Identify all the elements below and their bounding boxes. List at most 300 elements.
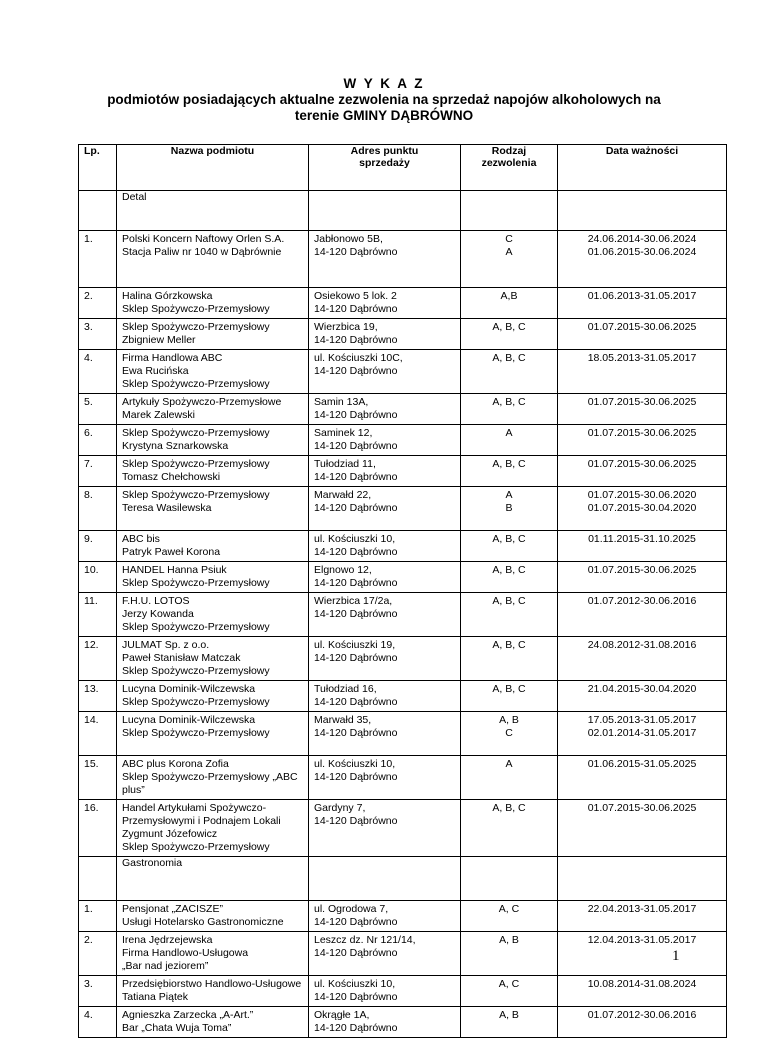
address-line: Gardyny 7,: [314, 802, 366, 814]
name-line: Ewa Rucińska: [122, 365, 189, 377]
name-line: Sklep Spożywczo-Przemysłowy: [122, 458, 270, 470]
name-line: Tatiana Piątek: [122, 991, 188, 1003]
address-line: 14-120 Dąbrówno: [314, 608, 398, 620]
name-line: [122, 259, 303, 272]
validity-cell: [558, 976, 727, 1007]
name-line: Sklep Spożywczo-Przemysłowy: [122, 427, 270, 439]
validity-cell: [558, 932, 727, 976]
address-cell: [309, 756, 461, 800]
validity-cell: [558, 901, 727, 932]
validity-line: 01.07.2015-30.06.2025: [587, 458, 697, 470]
validity-cell: [558, 350, 727, 394]
address-line: Wierzbica 19,: [314, 321, 378, 333]
table-row: [79, 425, 727, 456]
name-line: Sklep Spożywczo-Przemysłowy „ABC: [122, 771, 298, 783]
address-line: ul. Kościuszki 10,: [314, 978, 396, 990]
name-line: Irena Jędrzejewska: [122, 934, 213, 946]
name-line: JULMAT Sp. z o.o.: [122, 639, 210, 651]
validity-cell: [558, 637, 727, 681]
address-line: ul. Kościuszki 10,: [314, 758, 396, 770]
table-row: [79, 976, 727, 1007]
name-line: Jerzy Kowanda: [122, 608, 194, 620]
validity-line: 01.11.2015-31.10.2025: [588, 533, 696, 545]
header-address: [309, 145, 461, 191]
lp-cell: 2.: [79, 288, 117, 319]
validity-cell: [558, 593, 727, 637]
validity-line: [563, 365, 721, 378]
validity-line: [563, 378, 721, 391]
name-cell: [117, 976, 309, 1007]
table-row: [79, 712, 727, 756]
type-cell: [461, 562, 558, 593]
name-cell: [117, 932, 309, 976]
name-cell: [117, 288, 309, 319]
name-line: Firma Handlowa ABC: [122, 352, 223, 364]
type-line: [466, 409, 552, 422]
name-line: Halina Górzkowska: [122, 290, 213, 302]
address-line: Wierzbica 17/2a,: [314, 595, 393, 607]
address-line: 14-120 Dąbrówno: [314, 727, 398, 739]
name-line: F.H.U. LOTOS: [122, 595, 190, 607]
name-line: Sklep Spożywczo-Przemysłowy: [122, 378, 270, 390]
validity-cell: [558, 756, 727, 800]
name-line: Sklep Spożywczo-Przemysłowy: [122, 577, 270, 589]
address-line: Okrągłe 1A,: [314, 1009, 370, 1021]
name-line: Sklep Spożywczo-Przemysłowy: [122, 489, 270, 501]
type-line: [466, 440, 552, 453]
address-line: [314, 740, 455, 753]
table-row: [79, 456, 727, 487]
type-cell: [461, 712, 558, 756]
type-cell: [461, 456, 558, 487]
header-lp: Lp.: [79, 145, 117, 191]
address-line: [314, 960, 455, 973]
validity-cell: [558, 562, 727, 593]
type-line: [466, 303, 552, 316]
title-line-3: terenie GMINY DĄBRÓWNO: [294, 108, 474, 123]
validity-cell: [558, 231, 727, 288]
name-line: Usługi Hotelarsko Gastronomiczne: [122, 916, 284, 928]
validity-line: 17.05.2013-31.05.2017: [587, 714, 697, 726]
type-cell: [461, 932, 558, 976]
address-line: [314, 828, 455, 841]
name-line: Firma Handlowo-Usługowa: [122, 947, 249, 959]
type-cell: [461, 593, 558, 637]
lp-cell: 4.: [79, 350, 117, 394]
address-line: 14-120 Dąbrówno: [314, 409, 398, 421]
section-cell: [461, 857, 558, 901]
lp-cell: 1.: [79, 901, 117, 932]
validity-line: 21.04.2015-30.04.2020: [587, 683, 697, 695]
type-line: [466, 665, 552, 678]
validity-line: [563, 621, 721, 634]
type-line: [466, 696, 552, 709]
type-line: [466, 471, 552, 484]
address-line: Jabłonowo 5B,: [314, 233, 383, 245]
validity-cell: [558, 319, 727, 350]
validity-line: [563, 784, 721, 797]
table-row: [79, 394, 727, 425]
name-line: Patryk Paweł Korona: [122, 546, 221, 558]
table-row: [79, 231, 727, 288]
section-row-detal: [79, 191, 727, 231]
validity-line: 01.07.2015-30.06.2025: [587, 427, 697, 439]
address-line: [314, 665, 455, 678]
validity-line: 01.06.2015-30.06.2024: [587, 246, 697, 258]
address-line: ul. Ogrodowa 7,: [314, 903, 389, 915]
type-line: A: [505, 758, 513, 770]
table-row: [79, 562, 727, 593]
table-row: [79, 531, 727, 562]
name-line: Przedsiębiorstwo Handlowo-Usługowe: [122, 978, 302, 990]
name-cell: [117, 562, 309, 593]
type-line: C: [505, 233, 513, 245]
lp-cell: 5.: [79, 394, 117, 425]
validity-cell: [558, 800, 727, 857]
validity-line: [563, 740, 721, 753]
name-line: ABC bis: [122, 533, 160, 545]
validity-line: [563, 841, 721, 854]
address-cell: [309, 712, 461, 756]
address-line: Osiekowo 5 lok. 2: [314, 290, 397, 302]
name-line: Marek Zalewski: [122, 409, 195, 421]
name-line: Bar „Chata Wuja Toma”: [122, 1022, 232, 1034]
type-line: A, B: [499, 934, 519, 946]
address-cell: [309, 901, 461, 932]
validity-line: [563, 815, 721, 828]
validity-line: [563, 409, 721, 422]
lp-cell: 2.: [79, 932, 117, 976]
type-cell: [461, 350, 558, 394]
address-line: [314, 784, 455, 797]
address-line: 14-120 Dąbrówno: [314, 577, 398, 589]
validity-line: 02.01.2014-31.05.2017: [587, 727, 697, 739]
type-line: A, B, C: [492, 802, 526, 814]
lp-cell: 6.: [79, 425, 117, 456]
validity-line: 10.08.2014-31.08.2024: [587, 978, 697, 990]
type-cell: [461, 681, 558, 712]
title-line-1: W Y K A Z: [343, 76, 425, 91]
name-line: Lucyna Dominik-Wilczewska: [122, 714, 256, 726]
name-line: Handel Artykułami Spożywczo-: [122, 802, 267, 814]
validity-line: 24.06.2014-30.06.2024: [587, 233, 697, 245]
name-cell: [117, 487, 309, 531]
type-cell: [461, 425, 558, 456]
validity-line: [563, 608, 721, 621]
address-line: ul. Kościuszki 10,: [314, 533, 396, 545]
address-cell: [309, 932, 461, 976]
validity-line: 24.08.2012-31.08.2016: [587, 639, 697, 651]
type-line: [466, 960, 552, 973]
name-line: Przemysłowymi i Podnajem Lokali: [122, 815, 281, 827]
validity-line: [563, 259, 721, 272]
address-cell: [309, 531, 461, 562]
table-row: [79, 487, 727, 531]
section-gastronomia-label: Gastronomia: [117, 857, 309, 901]
address-cell: [309, 976, 461, 1007]
address-line: 14-120 Dąbrówno: [314, 1022, 398, 1034]
table-row: [79, 756, 727, 800]
type-line: [466, 365, 552, 378]
name-line: Polski Koncern Naftowy Orlen S.A.: [122, 233, 285, 245]
address-cell: [309, 1007, 461, 1038]
type-cell: [461, 487, 558, 531]
address-cell: [309, 637, 461, 681]
validity-cell: [558, 531, 727, 562]
address-cell: [309, 231, 461, 288]
lp-cell: 16.: [79, 800, 117, 857]
address-line: 14-120 Dąbrówno: [314, 652, 398, 664]
name-line: Tomasz Chełchowski: [122, 471, 221, 483]
type-line: [466, 771, 552, 784]
name-cell: [117, 901, 309, 932]
section-cell: [309, 191, 461, 231]
type-line: [466, 916, 552, 929]
lp-cell: 14.: [79, 712, 117, 756]
validity-line: 01.07.2012-30.06.2016: [587, 595, 697, 607]
validity-line: [563, 665, 721, 678]
validity-line: [563, 1022, 721, 1035]
name-line: Lucyna Dominik-Wilczewska: [122, 683, 256, 695]
name-cell: [117, 350, 309, 394]
type-line: [466, 828, 552, 841]
type-line: [466, 740, 552, 753]
type-line: [466, 378, 552, 391]
address-line: 14-120 Dąbrówno: [314, 696, 398, 708]
address-line: 14-120 Dąbrówno: [314, 440, 398, 452]
name-cell: [117, 425, 309, 456]
type-line: [466, 546, 552, 559]
lp-cell: 10.: [79, 562, 117, 593]
address-line: [314, 841, 455, 854]
name-line: [122, 272, 303, 285]
validity-line: 01.07.2015-30.06.2025: [587, 321, 697, 333]
section-detal-label: Detal: [117, 191, 309, 231]
name-line: „Bar nad jeziorem”: [122, 960, 209, 972]
name-line: [122, 515, 303, 528]
name-cell: [117, 531, 309, 562]
validity-cell: [558, 681, 727, 712]
type-line: A, B, C: [492, 533, 526, 545]
validity-line: 01.07.2012-30.06.2016: [587, 1009, 697, 1021]
header-type-line2: zezwolenia: [481, 157, 537, 169]
address-line: [314, 621, 455, 634]
address-cell: [309, 487, 461, 531]
address-cell: [309, 425, 461, 456]
address-line: 14-120 Dąbrówno: [314, 991, 398, 1003]
type-cell: [461, 800, 558, 857]
table-row: [79, 593, 727, 637]
table-row: [79, 350, 727, 394]
address-line: 14-120 Dąbrówno: [314, 502, 398, 514]
address-line: 14-120 Dąbrówno: [314, 365, 398, 377]
address-cell: [309, 681, 461, 712]
name-cell: [117, 231, 309, 288]
validity-line: 18.05.2013-31.05.2017: [587, 352, 697, 364]
type-line: [466, 515, 552, 528]
lp-cell: 9.: [79, 531, 117, 562]
lp-cell: 12.: [79, 637, 117, 681]
type-line: A, C: [498, 903, 520, 915]
type-cell: [461, 319, 558, 350]
validity-line: [563, 652, 721, 665]
type-cell: [461, 1007, 558, 1038]
type-line: C: [505, 727, 513, 739]
validity-line: 01.07.2015-30.06.2025: [587, 396, 697, 408]
name-cell: [117, 319, 309, 350]
type-line: [466, 334, 552, 347]
section-lp-cell: [79, 857, 117, 901]
section-cell: [309, 857, 461, 901]
validity-line: [563, 515, 721, 528]
type-cell: [461, 901, 558, 932]
type-line: A, B, C: [492, 683, 526, 695]
address-line: Saminek 12,: [314, 427, 373, 439]
type-line: A,B: [500, 290, 518, 302]
address-line: Samin 13A,: [314, 396, 369, 408]
validity-line: 01.07.2015-30.06.2020: [587, 489, 697, 501]
type-line: A: [505, 246, 513, 258]
type-line: A, B, C: [492, 321, 526, 333]
validity-line: [563, 577, 721, 590]
lp-cell: 13.: [79, 681, 117, 712]
address-line: Elgnowo 12,: [314, 564, 372, 576]
name-line: [122, 740, 303, 753]
validity-cell: [558, 712, 727, 756]
name-line: Krystyna Sznarkowska: [122, 440, 229, 452]
name-cell: [117, 681, 309, 712]
lp-cell: 15.: [79, 756, 117, 800]
title-line-2: podmiotów posiadających aktualne zezwolenia na sprzedaż napojów alkoholowych na: [107, 92, 661, 107]
type-line: [466, 577, 552, 590]
type-line: A: [505, 489, 513, 501]
address-cell: [309, 456, 461, 487]
lp-cell: 3.: [79, 976, 117, 1007]
table-row: [79, 800, 727, 857]
name-line: Agnieszka Zarzecka „A-Art.”: [122, 1009, 254, 1021]
name-line: Stacja Paliw nr 1040 w Dąbrównie: [122, 246, 282, 258]
table-header-row: [79, 145, 727, 191]
address-line: Tułodziad 16,: [314, 683, 377, 695]
address-cell: [309, 319, 461, 350]
validity-line: [563, 272, 721, 285]
address-cell: [309, 394, 461, 425]
validity-line: [563, 991, 721, 1004]
address-line: [314, 259, 455, 272]
validity-line: [563, 947, 721, 960]
name-line: Pensjonat „ZACISZE”: [122, 903, 223, 915]
address-line: Leszcz dz. Nr 121/14,: [314, 934, 416, 946]
page-number: 1: [672, 948, 680, 964]
type-line: A, C: [498, 978, 520, 990]
name-cell: [117, 756, 309, 800]
address-cell: [309, 562, 461, 593]
type-line: A, B, C: [492, 595, 526, 607]
name-cell: [117, 593, 309, 637]
name-line: Sklep Spożywczo-Przemysłowy: [122, 665, 270, 677]
validity-cell: [558, 456, 727, 487]
name-line: Sklep Spożywczo-Przemysłowy: [122, 696, 270, 708]
section-cell: [461, 191, 558, 231]
type-line: [466, 991, 552, 1004]
validity-cell: [558, 288, 727, 319]
validity-line: [563, 471, 721, 484]
name-line: HANDEL Hanna Psiuk: [122, 564, 227, 576]
address-line: [314, 515, 455, 528]
address-line: 14-120 Dąbrówno: [314, 471, 398, 483]
validity-cell: [558, 425, 727, 456]
type-line: [466, 947, 552, 960]
validity-cell: [558, 1007, 727, 1038]
section-cell: [558, 857, 727, 901]
address-line: Tułodziad 11,: [314, 458, 376, 470]
name-line: Paweł Stanisław Matczak: [122, 652, 241, 664]
table-row: [79, 681, 727, 712]
header-type-line1: Rodzaj: [491, 145, 527, 157]
table-row: [79, 1007, 727, 1038]
type-line: [466, 815, 552, 828]
type-cell: [461, 394, 558, 425]
address-line: ul. Kościuszki 19,: [314, 639, 396, 651]
validity-line: 01.07.2015-30.06.2025: [587, 802, 697, 814]
name-line: plus”: [122, 784, 145, 796]
type-cell: [461, 231, 558, 288]
address-line: [314, 378, 455, 391]
validity-line: 01.07.2015-30.04.2020: [587, 502, 697, 514]
type-line: [466, 608, 552, 621]
name-cell: [117, 1007, 309, 1038]
lp-cell: 7.: [79, 456, 117, 487]
validity-line: [563, 828, 721, 841]
type-line: B: [505, 502, 513, 514]
header-validity: Data ważności: [558, 145, 727, 191]
type-line: [466, 784, 552, 797]
header-address-line2: sprzedaży: [359, 157, 410, 169]
address-line: 14-120 Dąbrówno: [314, 916, 398, 928]
address-line: 14-120 Dąbrówno: [314, 546, 398, 558]
name-line: Zbigniew Meller: [122, 334, 196, 346]
validity-line: 22.04.2013-31.05.2017: [587, 903, 697, 915]
validity-line: [563, 696, 721, 709]
address-line: ul. Kościuszki 10C,: [314, 352, 403, 364]
validity-line: 01.06.2013-31.05.2017: [587, 290, 697, 302]
table-row: [79, 288, 727, 319]
type-cell: [461, 531, 558, 562]
name-line: ABC plus Korona Zofia: [122, 758, 229, 770]
name-cell: [117, 800, 309, 857]
address-line: 14-120 Dąbrówno: [314, 246, 398, 258]
address-cell: [309, 350, 461, 394]
type-line: [466, 621, 552, 634]
address-line: 14-120 Dąbrówno: [314, 771, 398, 783]
type-cell: [461, 756, 558, 800]
header-address-line1: Adres punktu: [350, 145, 419, 157]
address-line: 14-120 Dąbrówno: [314, 947, 398, 959]
section-cell: [558, 191, 727, 231]
validity-line: [563, 440, 721, 453]
type-line: A, B, C: [492, 639, 526, 651]
type-line: A: [505, 427, 513, 439]
name-line: Sklep Spożywczo-Przemysłowy: [122, 621, 270, 633]
type-line: A, B: [499, 1009, 519, 1021]
validity-line: [563, 771, 721, 784]
name-line: Artykuły Spożywczo-Przemysłowe: [122, 396, 282, 408]
lp-cell: 11.: [79, 593, 117, 637]
validity-line: 01.07.2015-30.06.2025: [587, 564, 697, 576]
address-line: [314, 272, 455, 285]
type-line: A, B, C: [492, 564, 526, 576]
name-cell: [117, 456, 309, 487]
